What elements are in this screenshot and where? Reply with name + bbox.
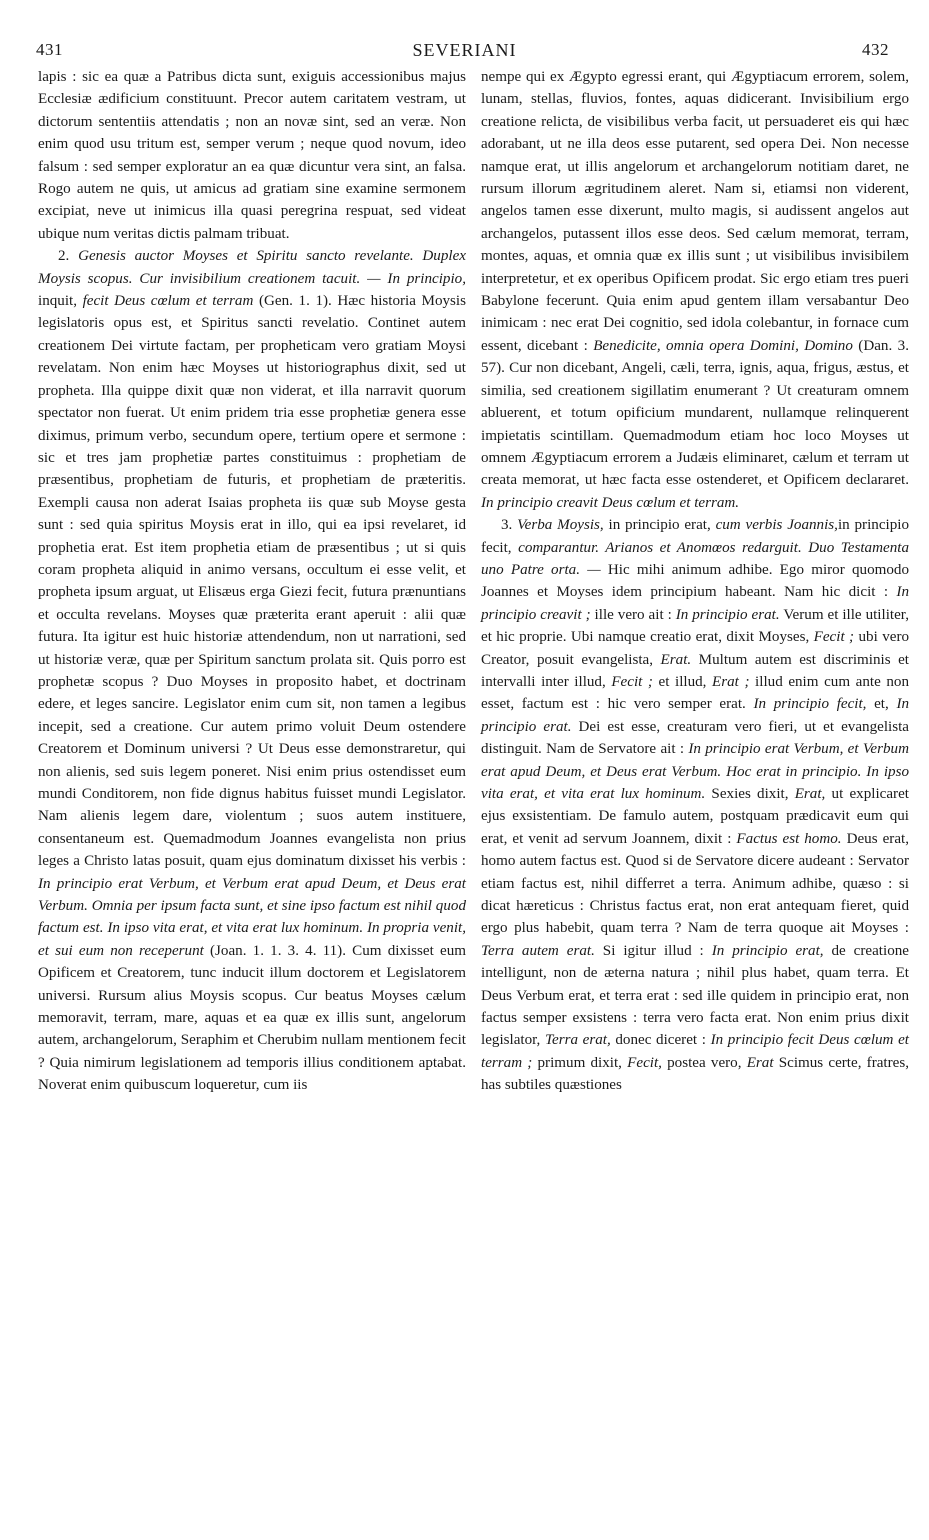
body-text: Verum et ille utiliter, et hic proprie. Ubi namque creatio erat, dixit Moyses, <box>481 606 909 646</box>
running-title: SEVERIANI <box>412 40 517 60</box>
body-text: de creatione intelligunt, non de æterna natura ; nihil plus habet, quam terra. Et Deus Verbum erat, et terra erat : sed ille quidem in principio erat, non factus semper exsistens : terra vero facta erat. Non enim prius dixit legislator, <box>481 942 909 1049</box>
page-number-right: 432 <box>862 40 889 59</box>
quotation: Erat <box>746 1054 774 1071</box>
body-text: et illud, <box>652 673 713 690</box>
body-text: postea vero, <box>661 1054 747 1071</box>
body-text: primum dixit, <box>532 1054 628 1071</box>
quotation: In principio fecit, <box>753 696 867 713</box>
quotation: In principio erat Verbum, et Verbum erat apud Deum, et Deus erat Verbum. Omnia per ipsum facta sunt, et sine ipso factum est nihil quod factum est. In ipso vita erat, et vita erat lux hominum. In propria venit, et sui eum non receperunt <box>38 875 466 959</box>
body-text: Scimus certe, fratres, has subtiles quæstiones <box>481 1054 909 1094</box>
body-text: et, <box>866 696 897 713</box>
body-text: (Dan. 3. 57). Cur non dicebant, Angeli, cæli, terra, ignis, aqua, frigus, æstus, et similia, sed creationem sigillatim enumerant ? Ut creaturam omnem abluerent, et totum opificium mundarent, nullamque relinquerent impietatis scintillam. Quemadmodum etiam hoc loco Moyses ut omnem Ægyptiacum errorem a Judæis eliminaret, cælum et terram ut creata memorat, ut hæc facta esse ostenderet, et Opificem declararet. <box>481 337 909 489</box>
section-heading-roman: in principio erat, <box>603 517 716 534</box>
body-text: ut explicaret ejus exsistentiam. De famulo autem, postquam prædicavit eum qui erat, et venit ad servum Joannem, dixit : <box>481 786 909 847</box>
quotation: fecit Deus cœlum et terram <box>82 293 254 310</box>
body-text: Dei est esse, creaturam vero fieri, ut et evangelista distinguit. Nam de Servatore ait : <box>481 718 910 758</box>
body-text: nempe qui ex Ægypto egressi erant, qui Ægyptiacum errorem, solem, lunam, stellas, fluvios, fontes, aquas didicerant. Invisibilium ergo creatione relicta, de visibilibus verba facit, ut persuaderet eis qui hæc adorabant, ut ne illa deos esse putarent, sed opera Dei. Non necesse namque erat, ut illis angelorum et archangelorum notitiam daret, ne rursum illorum ægritudinem aleret. Nam si, etiamsi non viderent, angelos tamen esse dixerunt, multo magis, si audissent angelos aut archangelos, putassent illos esse deos. Sed cælum memorat, terram, montes, aquas, et omnia quæ ex illis sunt ; ut visibilibus invisibilem interpretetur, et ex operibus Opificem prodat. Sic ergo etiam tres pueri Babylone fecerunt. Quia enim apud gentem illam versabantur Deo inimicam : nec erat Dei cognitio, sed idola colebantur, in fornace cum essent, dicebant : <box>481 69 909 354</box>
quotation: Benedicite, omnia opera Domini, Domino <box>593 337 853 354</box>
section-heading: comparantur. Arianos et Anomœos redarguit. Duo Testamenta uno Patre orta. — <box>481 539 909 578</box>
paragraph <box>38 66 466 245</box>
quotation: Erat, <box>794 786 826 802</box>
quotation: In principio erat. <box>675 606 780 623</box>
body-text: ubi vero Creator, posuit evangelista, <box>481 629 910 668</box>
section-number: 3. <box>501 517 518 534</box>
quotation: Erat ; <box>712 673 750 690</box>
body-text: Sexies dixit, <box>705 786 795 802</box>
quotation: In principio creavit ; <box>481 584 909 623</box>
section-paragraph <box>481 514 909 1097</box>
body-text: Deus erat, homo autem factus est. Quod si de Servatore dicere audeant : Servator etiam factus est, nihil differret a terra. Animum adhibe, quæso : si dicat hæreticus : Christus factus erat, non erat antequam fieret, quid ergo plus habebit, quam terra ? Nam de terra quoque ait Moyses : <box>481 830 909 937</box>
section-heading-roman: in principio fecit, <box>481 517 909 556</box>
left-column <box>38 66 466 1097</box>
quotation: In principio erat. <box>481 696 910 735</box>
body-text: Hic mihi animum adhibe. Ego miror quomodo Joannes et Moyses idem principium habeant. Nam hic dicit : <box>481 561 909 601</box>
quotation: Fecit ; <box>611 673 653 690</box>
paragraph <box>481 66 909 514</box>
section-number: 2. <box>58 248 70 265</box>
body-text: ille vero ait : <box>590 606 676 623</box>
quotation: Terra autem erat. <box>481 942 595 959</box>
right-column <box>481 66 909 1097</box>
body-text: donec diceret : <box>610 1032 711 1049</box>
section-heading: Genesis auctor Moyses et Spiritu sancto revelante. Duplex Moysis scopus. Cur invisibilium creationem tacuit. — In principio, <box>38 248 466 287</box>
body-text: (Joan. 1. 1. 3. 4. 11). Cum dixisset eum Opificem et Creatorem, tunc inducit illum doctorem et Legislatorem universi. Rursum alius Moysis scopus. Cur beatus Moyses cælum memoravit, terram, mare, aquas et ea quæ ex illis sunt, angelorum autem, archangelorum, Seraphim et Cherubim nullam mentionem fecit ? Quia nimirum legislationem ad temporis illius conditionem aptabat. Noverat enim quibuscum loqueretur, cum iis <box>38 942 466 1094</box>
body-text: (Gen. 1. 1). Hæc historia Moysis legislatoris opus est, et Spiritus sancti revelatio. Continet autem creationem Dei virtute factam, per propheticam vero gratiam Moysi revelatam. Non enim hæc Moyses ut historiographus dixit, sed ut propheta. Illa quippe dixit quæ non viderat, et illa narravit quorum spectator non fuerat. Ut enim pridem tria esse prophetiæ genera esse diximus, primum verbo, secundum opere, tertium opere et sermone : sic et tres jam prophetiæ partes constituimus : prophetiam de præsentibus, prophetiam de futuris, et prophetiam de præteritis. Exempli causa non aderat Isaias propheta iis quæ sub Moyse gesta sunt : sed quia spiritus Moysis erat in illo, qui ea ipsi revelaret, id prophetia erat. Est item prophetia etiam de præsentibus ; ut si quis coram propheta aliquid in animo versans, occultum ei esse velit, et propheta ipsum arguat, ut Elisæus erga Giezi fecit, futura prænuntians et occulta revelans. Moyses quæ præterita erant aperuit : alii quæ futura. Ita igitur est huic historiæ attendendum, non ut narrationi, sed ut historiæ veræ, quæ per Spiritum sanctum prolata sit. Quis porro est prophetæ scopus ? Duo Moyses in proposito habet, et doctrinam edere, et leges sancire. Legislator enim cum sit, non tamen a legibus incepit, sed a creatione. Cur autem primo voluit Deum ostendere Creatorem et Dominum universi ? Ut Deus esse demonstraretur, qui non alienis, sed suis legem poneret. Nisi enim prius ostendisset eum mundi Conditorem, non fide dignus habitus fuisset mundi Legislator. Nam alienis legem dare, violentum ; suos autem instituere, consentaneum est. Quemadmodum Joannes evangelista non prius leges a Christo latas posuit, quam ejus dominatum dixisset his verbis : <box>38 293 466 870</box>
quotation: Erat. <box>660 651 692 668</box>
body-text: Si igitur illud : <box>594 942 712 959</box>
quotation: Fecit, <box>627 1054 662 1071</box>
section-heading: cum verbis Joannis, <box>715 517 838 534</box>
body-text: lapis : sic ea quæ a Patribus dicta sunt, exiguis accessionibus majus Ecclesiæ ædificium constituunt. Precor autem caritatem vestram, ut dictorum sententiis attendatis ; non an novæ sint, sed an veræ. Non enim quod usu tritum est, semper verum ; neque quod novum, ideo falsum : sed semper exploratur an ea quæ dicuntur vera sint, an falsa. Rogo autem ne quis, ut amicus ad gratiam sine examine sermonem excipiat, neve ut inimicus illa quasi peregrina respuat, sed videat ubique num veritas dictis palmam tribuat. <box>38 69 466 242</box>
quotation: In principio erat Verbum, et Verbum erat apud Deum, et Deus erat Verbum. Hoc erat in principio. In ipso vita erat, et vita erat lux hominum. <box>481 741 909 802</box>
body-text: inquit, <box>38 293 83 310</box>
page-number-left: 431 <box>36 40 63 59</box>
body-text: illud enim cum ante non esset, factum est : hic vero semper erat. <box>481 673 909 713</box>
quotation: Fecit ; <box>813 629 855 646</box>
quotation: In principio creavit Deus cœlum et terram. <box>481 494 740 511</box>
quotation: Terra erat, <box>544 1032 611 1049</box>
quotation: In principio erat, <box>711 942 824 959</box>
quotation: Factus est homo. <box>736 830 842 847</box>
section-paragraph <box>38 245 466 1096</box>
body-text: Multum autem est discriminis et intervalli inter illud, <box>481 651 909 690</box>
quotation: In principio fecit Deus cœlum et terram ; <box>481 1032 909 1071</box>
section-heading: Verba Moysis, <box>517 517 604 534</box>
